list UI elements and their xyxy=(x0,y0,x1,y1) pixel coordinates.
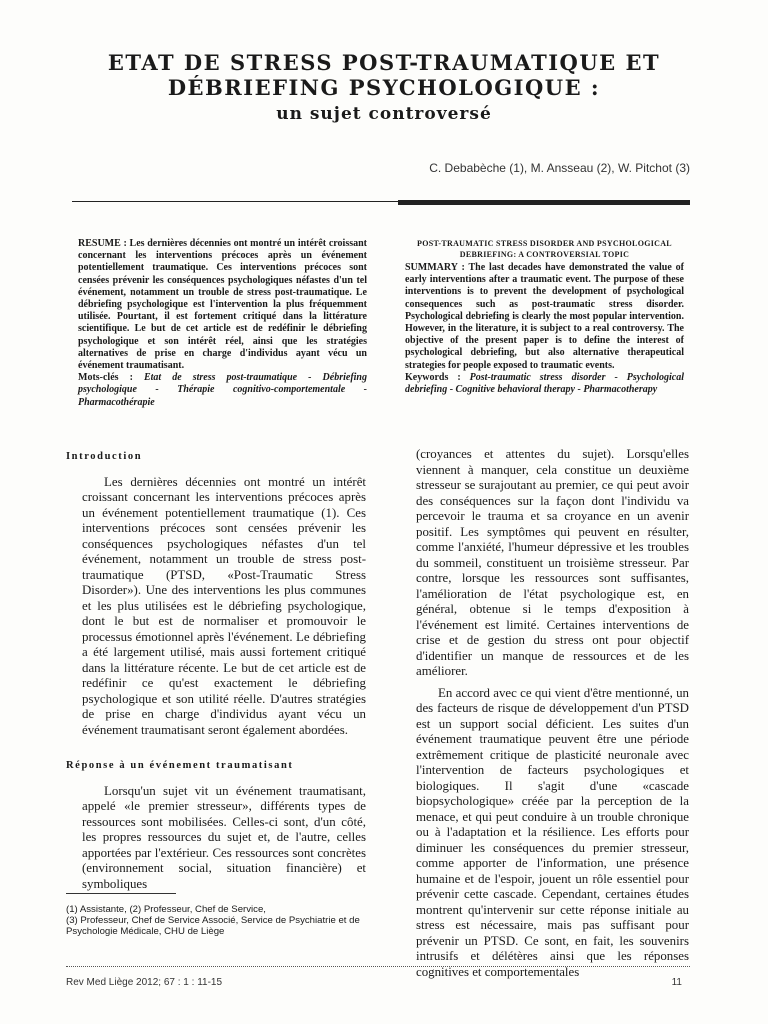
keywords-fr: Etat de stress post-traumatique - Débriefing psychologique - Thérapie cognitivo-comportementale - Pharmacothérapie xyxy=(78,372,367,408)
keywords-label-fr: Mots-clés : xyxy=(78,372,133,384)
response-paragraph: Lorsqu'un sujet vit un événement traumatisant, appelé «le premier stresseur», différents types de ressources sont mobilisées. Celles-ci sont, d'un côté, les propres ressources du sujet et, de l'autre, celles apportées par l'extérieur. Ces ressources sont concrètes (environnement social, situation financière) et symboliques xyxy=(82,783,366,891)
abstract-french-keywords xyxy=(78,372,367,409)
right-column xyxy=(416,447,689,980)
keywords-en: Post-traumatic stress disorder - Psychological debriefing - Cognitive behavioral therapy - Pharmacotherapy xyxy=(405,371,684,396)
page-number: 11 xyxy=(671,977,682,988)
abstract-english xyxy=(405,238,684,396)
abstract-french-text: RESUME : Les dernières décennies ont montré un intérêt croissant concernant les interventions précoces après un événement potentiellement traumatique. Ces interventions précoces sont censées prévenir les conséquences psychologiques néfastes d'un tel événement, notamment un trouble de stress post-traumatique. Le débriefing psychologique est l'intervention la plus fréquemment utilisée. Pourtant, il est fortement critiqué dans la littérature scientifique. Le but de cet article est de redéfinir le débriefing psychologique et son intérêt réel, ainsi que les stratégies alternatives de prise en charge d'individus ayant vécu un événement traumatisant. xyxy=(78,238,367,372)
article-title-line-2: DÉBRIEFING PSYCHOLOGIQUE : xyxy=(167,75,601,100)
journal-citation: Rev Med Liège 2012; 67 : 1 : 11-15 xyxy=(66,977,223,988)
footnote-line-1: (1) Assistante, (2) Professeur, Chef de Service, xyxy=(66,904,266,915)
footnotes xyxy=(66,904,366,938)
footnote-line-2: (3) Professeur, Chef de Service Associé, Service de Psychiatrie et de Psychologie Médicale, CHU de Liège xyxy=(66,915,360,938)
abstract-english-keywords xyxy=(405,372,684,396)
left-column xyxy=(66,447,366,892)
right-paragraph-2: En accord avec ce qui vient d'être mentionné, un des facteurs de risque de développement d'un PTSD est un support social déficient. Les suites d'un événement traumatique peuvent être une période extrêmement critique de plasticité neuronale avec l'intervention de facteurs psychologiques et biologiques. Il s'agit d'une «cascade biopsychologique» créée par la perception de la menace, et qui peut conduire à un trouble chronique ou à l'adaptation et la résilience. Les efforts pour diminuer les conséquences du premier stresseur, comme apporter de l'information, une présence humaine et de l'espoir, jouent un rôle essentiel pour prévenir cette cascade. Cependant, certaines études montrent qu'intervenir sur cette réponse initiale au stress est nécessaire, mais pas suffisant pour prévenir un PTSD. Ce sont, en fait, les souvenirs intrusifs et délétères ainsi que les réponses cognitives et comportementales xyxy=(416,685,689,979)
footnote-rule xyxy=(66,893,176,894)
introduction-paragraph: Les dernières décennies ont montré un intérêt croissant concernant les interventions précoces après un événement potentiellement traumatique (1). Ces interventions précoces sont censées prévenir les conséquences psychologiques néfastes d'un tel événement, notamment un trouble de stress post-traumatique (PTSD, «Post-Traumatic Stress Disorder»). Une des interventions les plus communes et les plus utilisées est le débriefing psychologique, dont le but est de normaliser et promouvoir le processus émotionnel après l'événement. Le débriefing a été largement utilisé, mais aussi fortement critiqué dans la littérature récente. Le but de cet article est de redéfinir ce qu'est exactement le débriefing psychologique et son utilité réelle. D'autres stratégies de prise en charge d'individus ayant vécu un événement traumatisant seront également abordées. xyxy=(82,474,366,737)
abstract-english-text: SUMMARY : The last decades have demonstrated the value of early interventions after a traumatic event. The purpose of these interventions is to prevent the development of psychological consequences such as post-traumatic stress disorder. Psychological debriefing is clearly the most popular intervention. However, in the literature, it is subject to a real controversy. The objective of the present paper is to define the interest of psychological debriefing, but also alternative therapeutical strategies for people exposed to traumatic events. xyxy=(405,262,684,371)
section-heading-response: Réponse à un événement traumatisant xyxy=(66,760,294,771)
article-subtitle: un sujet controversé xyxy=(276,104,492,124)
abstract-english-title: POST-TRAUMATIC STRESS DISORDER AND PSYCHOLOGICAL DEBRIEFING: A CONTROVERSIAL TOPIC xyxy=(417,239,672,259)
header-rule-thin xyxy=(72,201,398,202)
header-rule-thick xyxy=(398,200,690,205)
article-title-line-1: ETAT DE STRESS POST-TRAUMATIQUE ET xyxy=(107,50,661,75)
abstract-french xyxy=(78,238,367,409)
author-list: C. Debabèche (1), M. Ansseau (2), W. Pitchot (3) xyxy=(429,161,690,175)
section-heading-introduction: Introduction xyxy=(66,451,143,462)
keywords-label-en: Keywords : xyxy=(405,371,461,383)
footer-rule xyxy=(66,966,690,967)
right-paragraph-1: (croyances et attentes du sujet). Lorsqu'elles viennent à manquer, cela constitue un deuxième stresseur se surajoutant au premier, ce qui peut avoir des conséquences sur la façon dont l'individu va percevoir le trauma et sa croyance en un avenir positif. Les symptômes qui peuvent en résulter, comme l'anxiété, l'humeur dépressive et les troubles du sommeil, constituent un troisième stresseur. Par contre, lorsque les ressources sont suffisantes, l'amélioration de l'état psychologique est, en général, obtenue si le temps d'exposition à l'événement est limité. Certaines interventions de crise et de gestion du stress ont pour objectif d'identifier un manque de ressources et de les améliorer. xyxy=(416,447,689,678)
